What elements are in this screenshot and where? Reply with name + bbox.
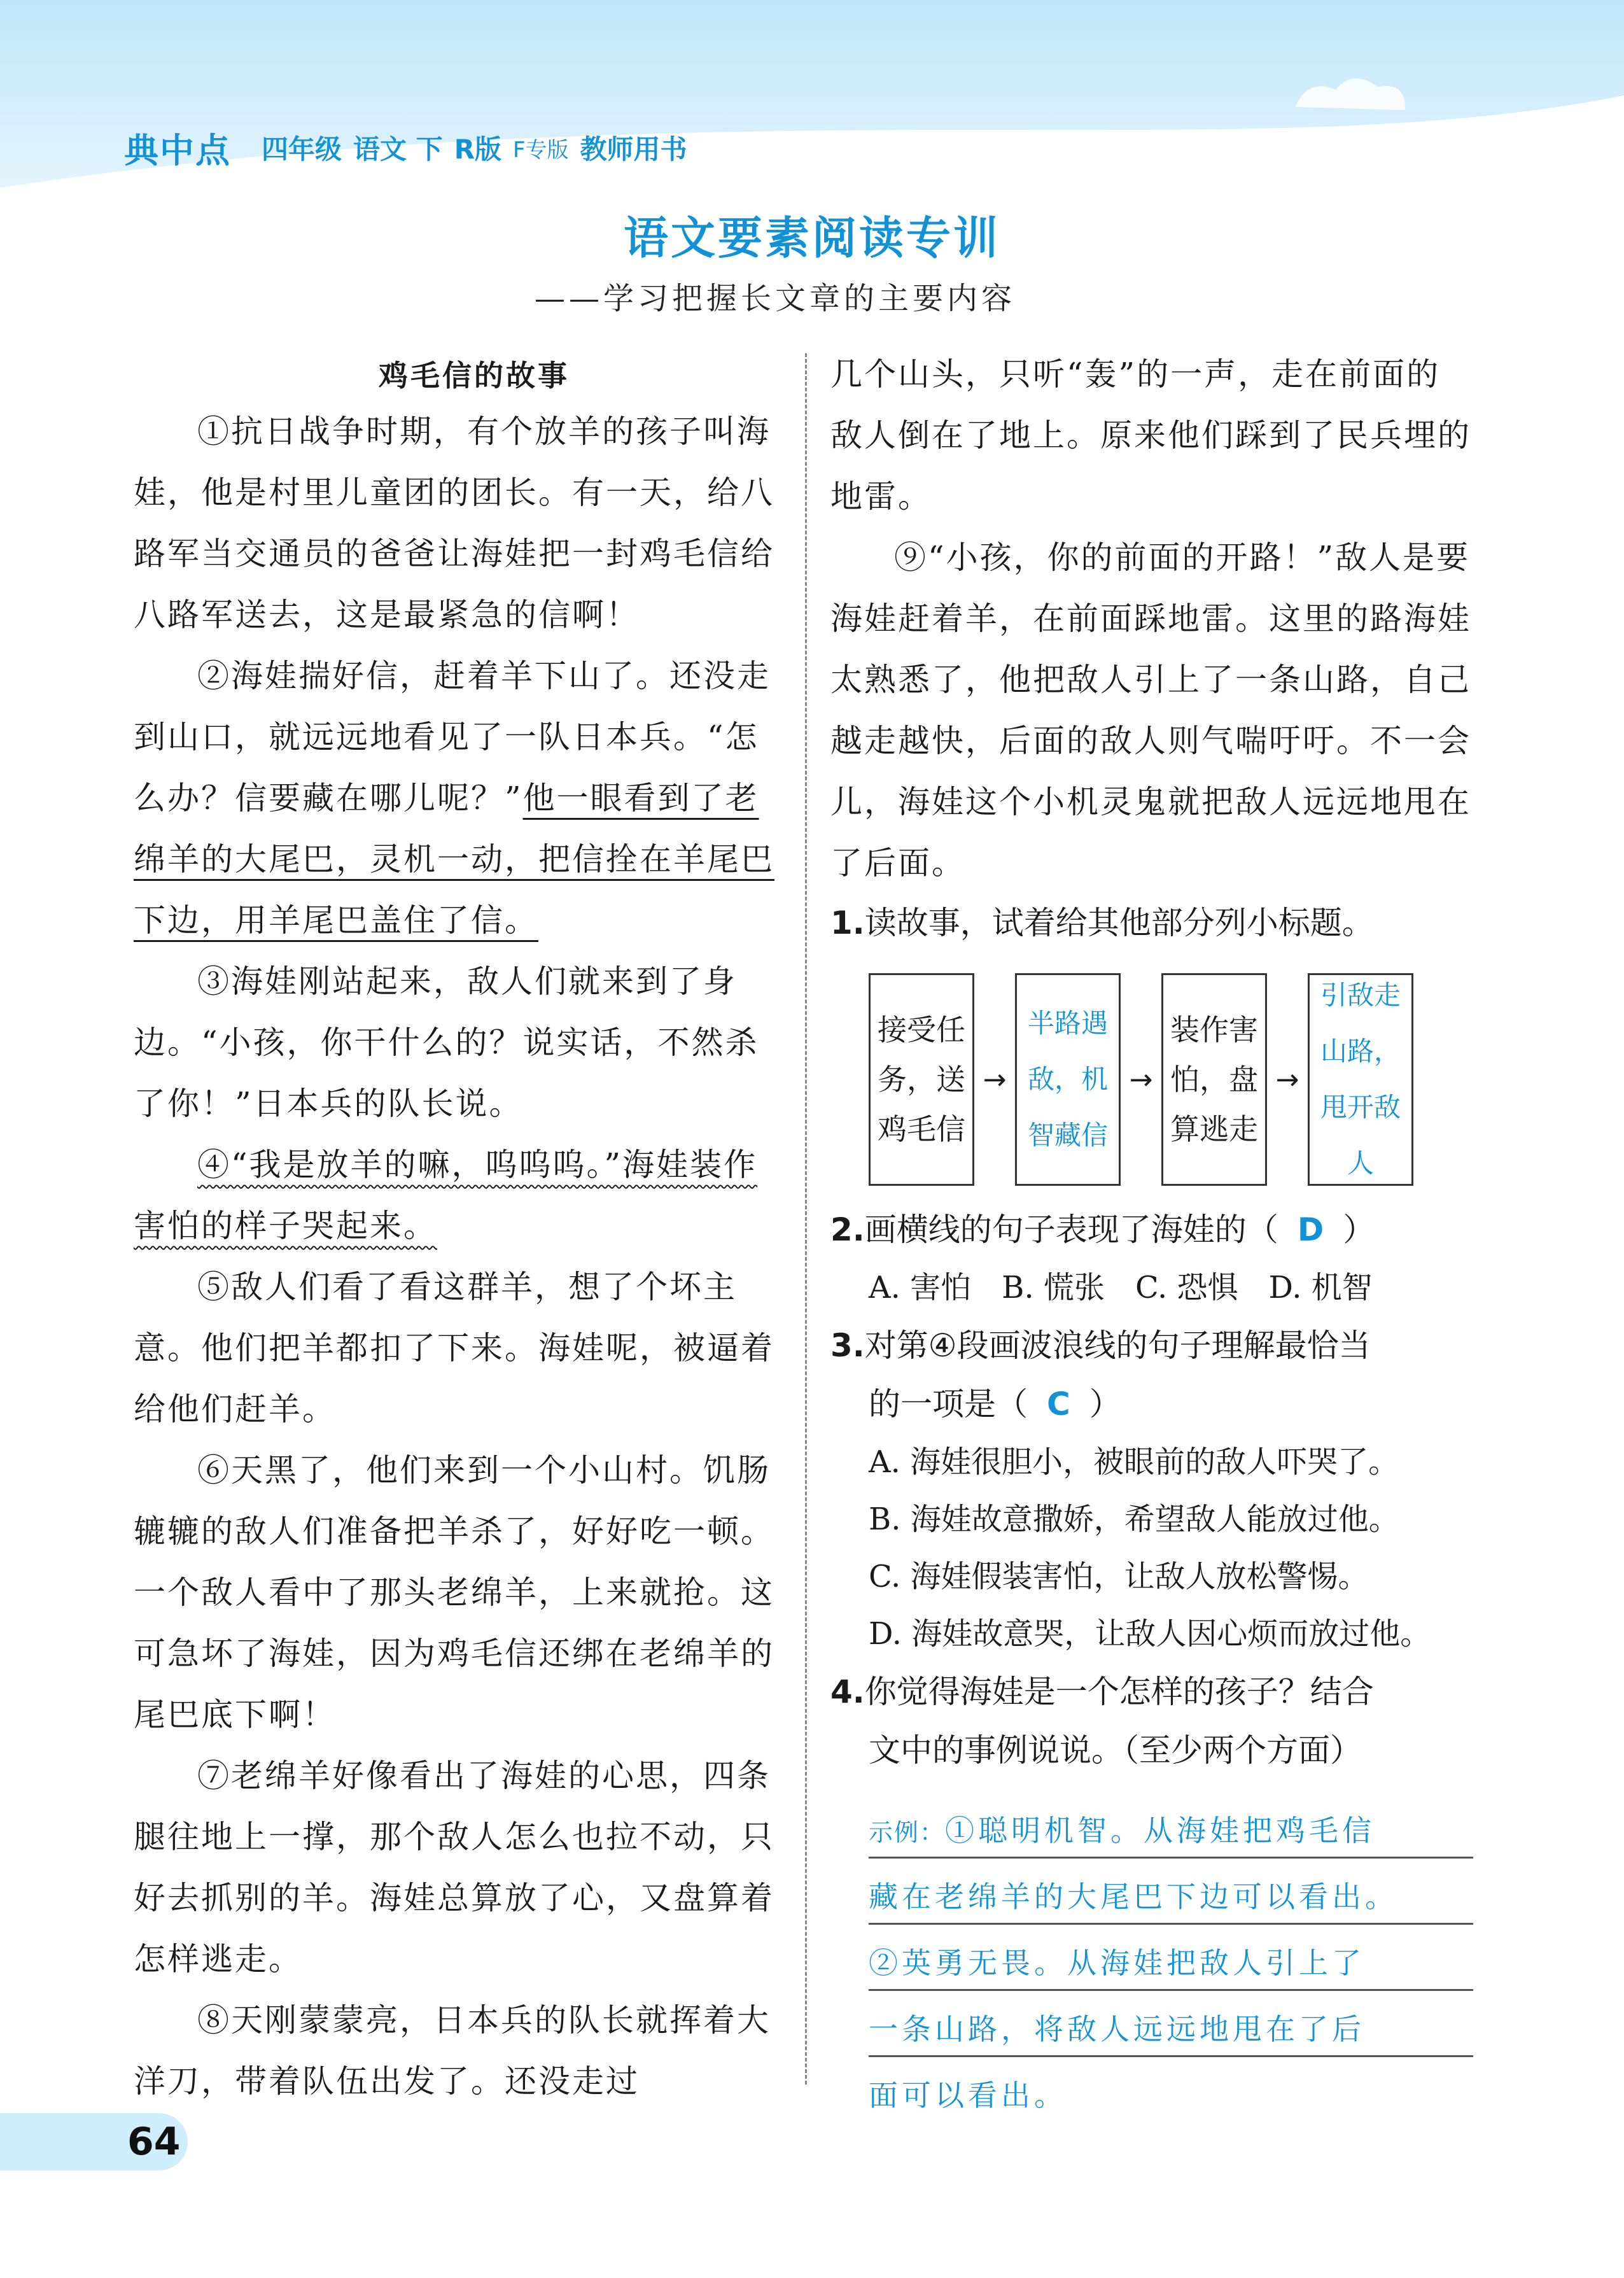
- arrow-right-icon: →: [1129, 1063, 1153, 1096]
- question-4: 4.你觉得海娃是一个怎样的孩子？结合: [830, 1673, 1374, 1710]
- page-number-badge: [0, 2113, 191, 2170]
- question-2: 2.画横线的句子表现了海娃的（ D ）: [830, 1211, 1375, 1248]
- underlined-sentence: 他一眼看到了老绵羊的大尾巴，灵机一动，把信拴在羊尾巴下边，用羊尾巴盖住了信。: [134, 780, 774, 939]
- story-column: [134, 350, 783, 2112]
- story-paragraph-4: [134, 1134, 783, 1256]
- story-paragraph-1: ①抗日战争时期，有个放羊的孩子叫海娃，他是村里儿童团的团长。有一天，给八路军当交通员的爸爸让海娃把一封鸡毛信给八路军送去，这是最紧急的信啊！: [134, 413, 774, 633]
- answer-line: 面可以看出。: [869, 2078, 1067, 2113]
- story-paragraph-3: ③海娃刚站起来，敌人们就来到了身边。“小孩，你干什么的？说实话，不然杀了你！”日本兵的队长说。: [134, 963, 759, 1122]
- flow-box-3: 装作害怕，盘算逃走: [1161, 973, 1267, 1186]
- answer-lines: [869, 1792, 1473, 2123]
- story-paragraph-9: ⑨“小孩，你的前面的开路！”敌人是要海娃赶着羊，在前面踩地雷。这里的路海娃太熟悉了，他把敌人引上了一条山路，自己越走越快，后面的敌人则气喘吁吁。不一会儿，海娃这个小机灵鬼就把敌人远远地甩在了后面。: [830, 539, 1471, 882]
- column-divider: [805, 353, 807, 2085]
- edition-label: R版: [454, 134, 501, 165]
- special-label: F专版: [512, 137, 569, 163]
- option-d: D. 海娃故意哭，让敌人因心烦而放过他。: [869, 1616, 1431, 1652]
- story-paragraph-7: ⑦老绵羊好像看出了海娃的心思，四条腿往地上一撑，那个敌人怎么也拉不动，只好去抓别的羊。海娃总算放了心，又盘算着怎样逃走。: [134, 1757, 774, 1978]
- question-4-line-2: 文中的事例说说。（至少两个方面）: [869, 1732, 1362, 1769]
- book-type-label: 教师用书: [580, 134, 687, 165]
- option-c: C. 海娃假装害怕，让敌人放松警惕。: [869, 1559, 1369, 1594]
- series-banner: [124, 127, 687, 171]
- story-paragraph-2: [134, 645, 783, 951]
- wavy-underlined-sentence: ④“我是放羊的嘛，呜呜呜。”海娃装作害怕的样子哭起来。: [134, 1146, 758, 1244]
- page-number: 64: [127, 2120, 181, 2164]
- question-2-options: A. 害怕 B. 慌张 C. 恐惧 D. 机智: [869, 1270, 1373, 1305]
- flow-box-2: 半路遇敌，机智藏信: [1015, 973, 1121, 1186]
- story-paragraph-6: ⑥天黑了，他们来到一个小山村。饥肠辘辘的敌人们准备把羊杀了，好好吃一顿。一个敌人看中了那头老绵羊，上来就抢。这可急坏了海娃，因为鸡毛信还绑在老绵羊的尾巴底下啊！: [134, 1452, 774, 1733]
- option-a: A. 海娃很胆小，被眼前的敌人吓哭了。: [869, 1444, 1399, 1480]
- story-paragraph-8: ⑧天刚蒙蒙亮，日本兵的队长就挥着大洋刀，带着队伍出发了。还没走过: [134, 2002, 771, 2100]
- question-1: 1.读故事，试着给其他部分列小标题。: [830, 904, 1374, 941]
- page-subtitle: ——学习把握长文章的主要内容: [535, 281, 1016, 316]
- flow-box-4: 引敌走山路，甩开敌人: [1308, 973, 1413, 1186]
- question-3: 3.对第④段画波浪线的句子理解最恰当: [830, 1327, 1371, 1364]
- story-title: 鸡毛信的故事: [379, 358, 570, 393]
- story-paragraph-5: ⑤敌人们看了看这群羊，想了个坏主意。他们把羊都扣了下来。海娃呢，被逼着给他们赶羊。: [134, 1269, 774, 1428]
- answer-line: ②英勇无畏。从海娃把敌人引上了: [869, 1925, 1473, 1991]
- subject-label: 语文 下: [353, 134, 443, 165]
- flow-box-1: 接受任务，送鸡毛信: [869, 973, 974, 1186]
- arrow-right-icon: →: [1275, 1063, 1299, 1096]
- arrow-right-icon: →: [983, 1063, 1007, 1096]
- story-paragraph-8-continued: 几个山头，只听“轰”的一声，走在前面的敌人倒在了地上。原来他们踩到了民兵埋的地雷。: [830, 356, 1471, 515]
- answer-line: 示例：①聪明机智。从海娃把鸡毛信: [869, 1792, 1473, 1859]
- answer-q2: D: [1297, 1211, 1324, 1248]
- answer-line: 一条山路，将敌人远远地甩在了后: [869, 1991, 1473, 2057]
- option-b: B. 海娃故意撒娇，希望敌人能放过他。: [869, 1501, 1399, 1537]
- page-title: 语文要素阅读专训: [624, 212, 1000, 264]
- subtitle-flowchart: [869, 971, 1473, 1188]
- question-3-line-2: 的一项是（ C ）: [869, 1386, 1121, 1423]
- questions-column: [830, 344, 1473, 2123]
- story-paragraph-2-text: ②海娃揣好信，赶着羊下山了。还没走到山口，就远远地看见了一队日本兵。“怎么办？信要藏在哪儿呢？”: [134, 657, 771, 817]
- brand-logo: 典中点: [124, 130, 231, 171]
- header-band: [0, 0, 1624, 191]
- answer-q3: C: [1047, 1386, 1070, 1423]
- grade-label: 四年级: [262, 134, 342, 165]
- answer-line: 藏在老绵羊的大尾巴下边可以看出。: [869, 1859, 1473, 1925]
